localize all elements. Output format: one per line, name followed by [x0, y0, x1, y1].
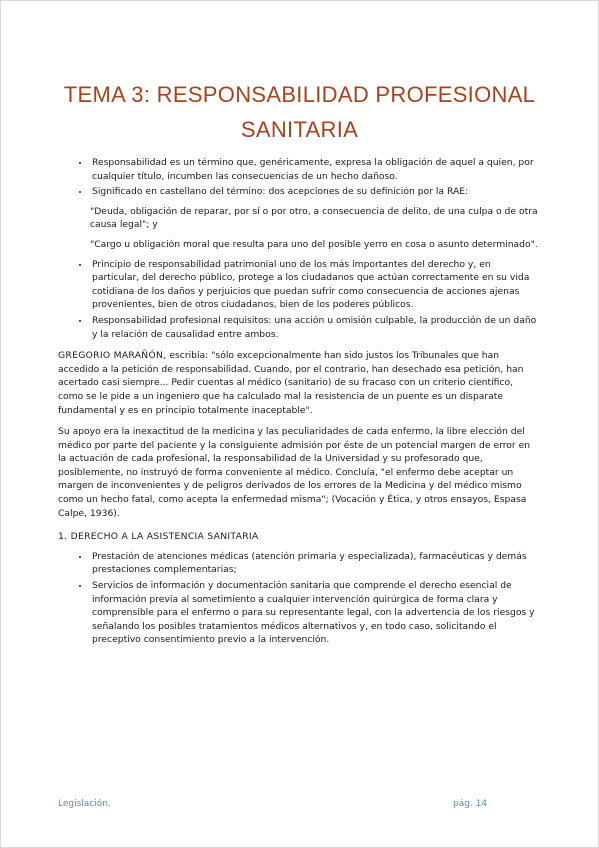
- list-item: • Significado en castellano del término: dos acepciones de su definición por la RAE:: [90, 185, 540, 199]
- section-heading: 1. DERECHO A LA ASISTENCIA SANITARIA: [58, 531, 259, 543]
- footer-page-number: pág. 14: [453, 799, 488, 809]
- author-name: GREGORIO MARAÑÓN,: [58, 350, 167, 362]
- bullet-list-assistance: [58, 550, 540, 647]
- maranon-quote: escribía: "sólo excepcionalmente han sido justos los Tribunales que han accedido a la petición de responsabilidad. Cuando, por el contrario, han desechado esa petición, han acertado casi siempre... Pedir cuentas al médico (sanitario) de su fracaso con un criterio científico, como se le pide a un ingeniero que ha calculado mal la resistencia de un puente es un disparate fundamental y es en principio totalmente inaceptable".: [58, 350, 524, 416]
- support-paragraph: Su apoyo era la inexactitud de la medicina y las peculiaridades de cada enfermo, la libre elección del médico por parte del paciente y la consiguiente admisión por éste de un potencial margen de error en la actuación de cada profesional, la responsabilidad de la Universidad y su profesorado que, posiblemente, no instruyó de forma conveniente al médico. Concluía, "el enfermo debe aceptar un margen de inconvenientes y de peligros derivados de los errores de la Medicina y del médico mismo como un hecho fatal, como acepta la enfermedad misma"; (Vocación y Ética, y otros ensayos, Espasa Calpe, 1936).: [58, 426, 531, 519]
- page-title: TEMA 3: RESPONSABILIDAD PROFESIONAL SANITARIA: [63, 82, 536, 142]
- list-item: • Servicios de información y documentación sanitaria que comprende el derecho esencial de información previa al sometimiento a cualquier intervención quirúrgica de forma clara y comprensible para el enfermo o para su representante legal, con la advertencia de los riesgos y señalando los posibles tratamientos médicos alternativos y, en todo caso, solicitando el preceptivo consentimiento previo a la intervención.: [90, 579, 540, 647]
- list-item: • Responsabilidad profesional requisitos: una acción u omisión culpable, la producción de un daño y la relación de causalidad entre ambos.: [90, 314, 540, 341]
- list-item: • Principio de responsabilidad patrimonial uno de los más importantes del derecho y, en particular, del derecho público, protege a los ciudadanos que actúan correctamente en su vida cotidiana de los daños y perjuicios que puedan sufrir como consecuencia de acciones ajenas provenientes, bien de otros ciudadanos, bien de los poderes públicos.: [90, 258, 540, 312]
- rae-definition-2: "Cargo u obligación moral que resulta para uno del posible yerro en cosa o asunto determinado".: [90, 238, 538, 250]
- list-item: • Responsabilidad es un término que, genéricamente, expresa la obligación de aquel a quien, por cualquier título, incumben las consecuencias de un hecho dañoso.: [90, 156, 540, 183]
- rae-definition-1: "Deuda, obligación de reparar, por sí o por otro, a consecuencia de delito, de una culpa o de otra causa legal"; y: [90, 205, 538, 231]
- bullet-list-principles: [58, 258, 540, 342]
- footer-subject: Legislación.: [58, 799, 111, 809]
- bullet-list-definitions: [58, 156, 540, 199]
- list-item: • Prestación de atenciones médicas (atención primaria y especializada), farmacéuticas y demás prestaciones complementarias;: [90, 550, 540, 577]
- maranon-paragraph: [58, 349, 540, 417]
- document-body: [58, 156, 540, 649]
